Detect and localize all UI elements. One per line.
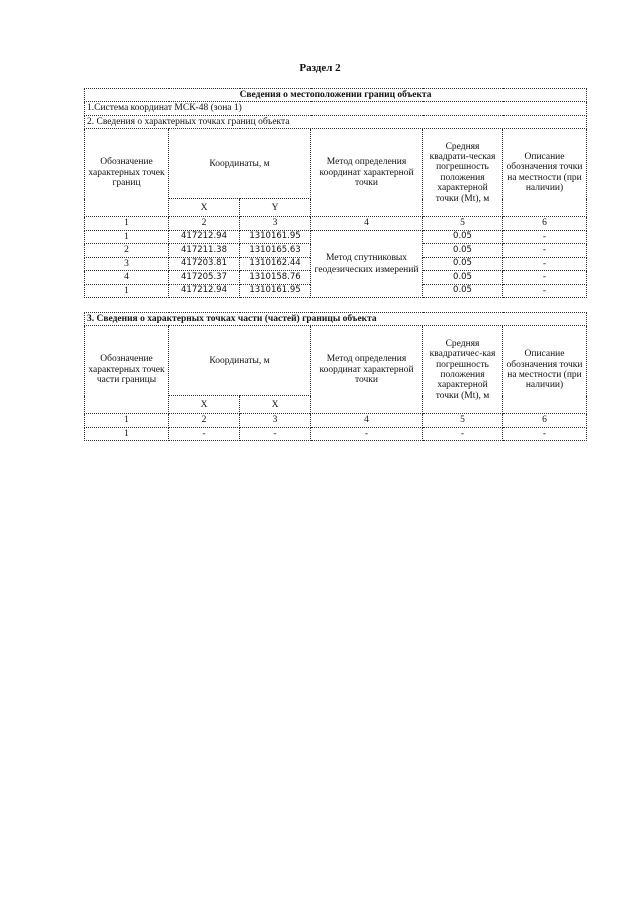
point-id: 1	[85, 427, 169, 440]
header-coordinates: Координаты, м	[169, 326, 311, 396]
error-value: 0.05	[423, 284, 503, 297]
coord-x: 417212.94	[169, 230, 240, 243]
description-value: -	[503, 230, 587, 243]
col-number: 4	[311, 217, 423, 230]
col-number: 2	[169, 414, 240, 427]
method-value: -	[311, 427, 423, 440]
header-x: X	[169, 199, 240, 217]
page-title: Раздел 2	[299, 62, 341, 74]
header-description: Описание обозначения точки на местности (при наличии)	[503, 326, 587, 414]
coord-y: 1310165.63	[240, 244, 311, 257]
header-method: Метод определения координат характерной точки	[311, 129, 423, 217]
coord-x: 417203.81	[169, 257, 240, 270]
col-number: 3	[240, 414, 311, 427]
description-value: -	[503, 427, 587, 440]
header-y: Y	[240, 199, 311, 217]
main-header: Сведения о местоположении границ объекта	[85, 89, 587, 102]
point-id: 1	[85, 284, 169, 297]
header-point-id: Обозначение характерных точек части границы	[85, 326, 169, 414]
col-number: 1	[85, 217, 169, 230]
header-y: X	[240, 396, 311, 414]
col-number: 2	[169, 217, 240, 230]
header-point-id: Обозначение характерных точек границ	[85, 129, 169, 217]
col-number: 6	[503, 217, 587, 230]
coord-y: 1310161.95	[240, 284, 311, 297]
error-value: 0.05	[423, 244, 503, 257]
header-coordinates: Координаты, м	[169, 129, 311, 199]
table-row	[85, 230, 587, 243]
point-id: 4	[85, 271, 169, 284]
header-error: Средняя квадрати-ческая погрешность положения характерной точки (Mt), м	[423, 129, 503, 217]
description-value: -	[503, 244, 587, 257]
col-number: 3	[240, 217, 311, 230]
error-value: -	[423, 427, 503, 440]
coord-y: -	[240, 427, 311, 440]
point-id: 3	[85, 257, 169, 270]
description-value: -	[503, 257, 587, 270]
description-value: -	[503, 271, 587, 284]
section2-title: 2. Сведения о характерных точках границ объекта	[85, 115, 587, 128]
section3-title: 3. Сведения о характерных точках части (частей) границы объекта	[85, 313, 587, 326]
coord-x: 417211.38	[169, 244, 240, 257]
coord-y: 1310161.95	[240, 230, 311, 243]
error-value: 0.05	[423, 230, 503, 243]
point-id: 2	[85, 244, 169, 257]
point-id: 1	[85, 230, 169, 243]
coord-y: 1310158.76	[240, 271, 311, 284]
boundary-table	[84, 88, 587, 298]
header-error: Средняя квадратичес-кая погрешность положения характерной точки (Mt), м	[423, 326, 503, 414]
part-boundary-table	[84, 312, 587, 441]
method-cell: Метод спутниковых геодезических измерений	[311, 230, 423, 297]
coord-x: -	[169, 427, 240, 440]
coord-y: 1310162.44	[240, 257, 311, 270]
col-number: 6	[503, 414, 587, 427]
error-value: 0.05	[423, 257, 503, 270]
description-value: -	[503, 284, 587, 297]
col-number: 5	[423, 414, 503, 427]
error-value: 0.05	[423, 271, 503, 284]
col-number: 5	[423, 217, 503, 230]
col-number: 1	[85, 414, 169, 427]
coord-x: 417212.94	[169, 284, 240, 297]
section1-coord-system: 1.Система координат МСК-48 (зона 1)	[85, 102, 587, 115]
col-number: 4	[311, 414, 423, 427]
table-row	[85, 427, 587, 440]
header-x: X	[169, 396, 240, 414]
coord-x: 417205.37	[169, 271, 240, 284]
header-method: Метод определения координат характерной точки	[311, 326, 423, 414]
header-description: Описание обозначения точки на местности (при наличии)	[503, 129, 587, 217]
